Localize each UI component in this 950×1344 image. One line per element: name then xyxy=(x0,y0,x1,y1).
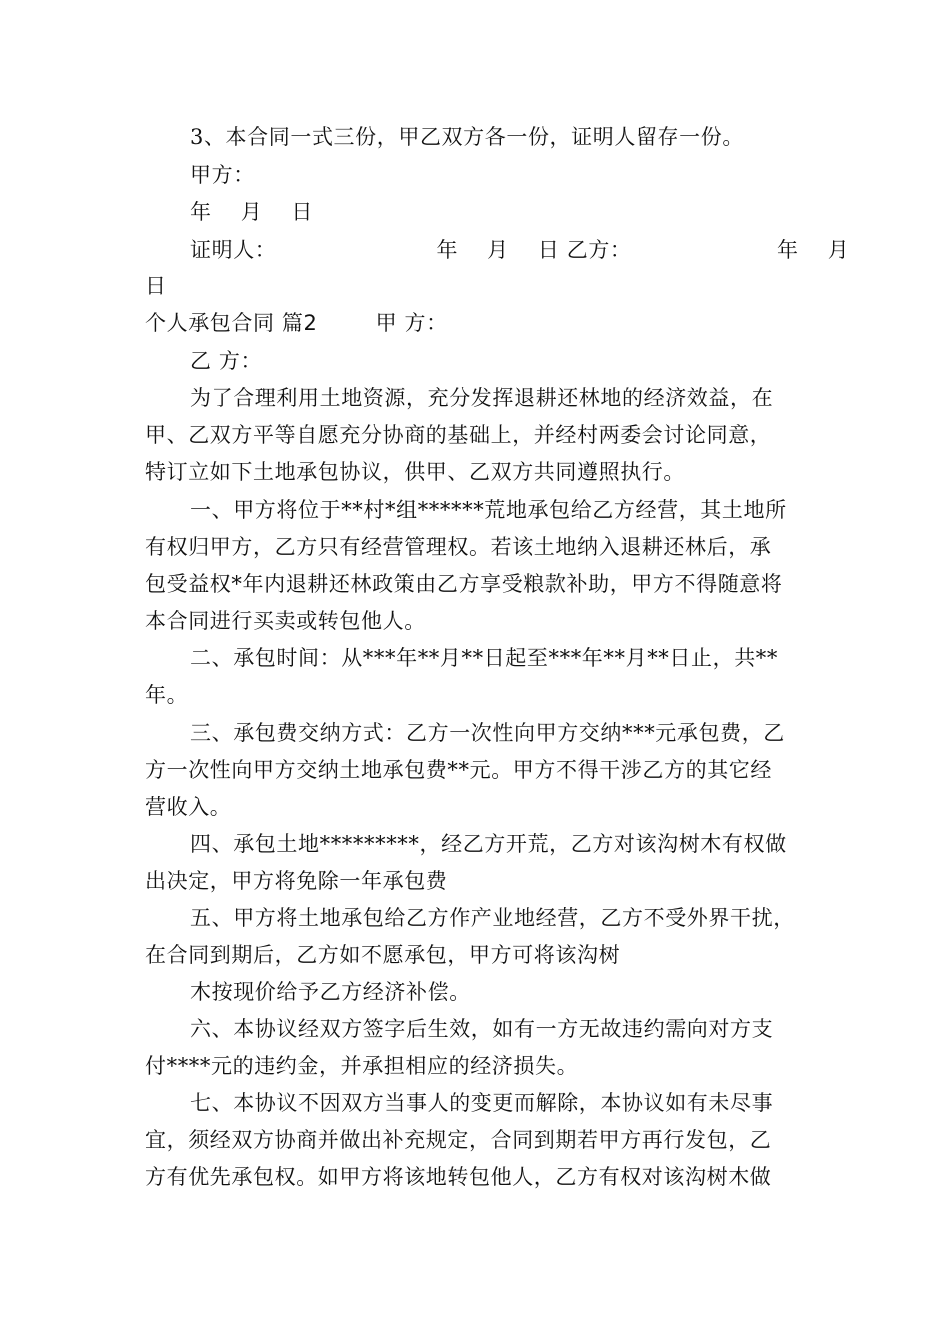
clause-5-line-3: 木按现价给予乙方经济补偿。 xyxy=(190,980,471,1004)
clause-1-line-2: 有权归甲方，乙方只有经营管理权。若该土地纳入退耕还林后，承 xyxy=(145,535,772,559)
witness-signature-line-cont: 日 xyxy=(145,274,167,298)
clause-1-line-1: 一、甲方将位于**村*组******荒地承包给乙方经营，其土地所 xyxy=(190,498,787,522)
section-heading: 个人承包合同 篇2 甲 方： xyxy=(145,311,448,335)
preamble-line-1: 为了合理利用土地资源，充分发挥退耕还林地的经济效益，在 xyxy=(190,386,774,410)
clause-7-line-3: 方有优先承包权。如甲方将该地转包他人，乙方有权对该沟树木做 xyxy=(145,1165,772,1189)
clause-6-line-1: 六、本协议经双方签字后生效，如有一方无故违约需向对方支 xyxy=(190,1017,774,1041)
witness-signature-line: 证明人： 年 月 日 乙方： 年 月 xyxy=(190,238,850,262)
clause-5-line-2: 在合同到期后，乙方如不愿承包，甲方可将该沟树 xyxy=(145,943,621,967)
clause-5-line-1: 五、甲方将土地承包给乙方作产业地经营，乙方不受外界干扰， xyxy=(190,906,795,930)
party-a-label: 甲方： xyxy=(190,163,255,187)
clause-6-line-2: 付****元的违约金，并承担相应的经济损失。 xyxy=(145,1054,579,1078)
clause-3-copies: 3、本合同一式三份，甲乙双方各一份，证明人留存一份。 xyxy=(190,125,744,149)
clause-3-line-3: 营收入。 xyxy=(145,795,232,819)
clause-3-line-1: 三、承包费交纳方式：乙方一次性向甲方交纳***元承包费，乙 xyxy=(190,721,785,745)
clause-3-line-2: 方一次性向甲方交纳土地承包费**元。甲方不得干涉乙方的其它经 xyxy=(145,758,772,782)
clause-7-line-1: 七、本协议不因双方当事人的变更而解除，本协议如有未尽事 xyxy=(190,1091,774,1115)
clause-2-line-2: 年。 xyxy=(145,683,189,707)
preamble-line-2: 甲、乙双方平等自愿充分协商的基础上，并经村两委会讨论同意， xyxy=(145,423,772,447)
clause-4-line-1: 四、承包土地*********，经乙方开荒，乙方对该沟树木有权做 xyxy=(190,832,787,856)
clause-7-line-2: 宜，须经双方协商并做出补充规定，合同到期若甲方再行发包，乙 xyxy=(145,1128,772,1152)
date-line: 年 月 日 xyxy=(190,200,314,224)
party-b-label: 乙 方： xyxy=(190,349,263,373)
clause-2-line-1: 二、承包时间：从***年**月**日起至***年**月**日止，共** xyxy=(190,646,778,670)
clause-1-line-4: 本合同进行买卖或转包他人。 xyxy=(145,609,426,633)
preamble-line-3: 特订立如下土地承包协议，供甲、乙双方共同遵照执行。 xyxy=(145,460,685,484)
clause-4-line-2: 出决定，甲方将免除一年承包费 xyxy=(145,869,448,893)
clause-1-line-3: 包受益权*年内退耕还林政策由乙方享受粮款补助，甲方不得随意将 xyxy=(145,572,783,596)
